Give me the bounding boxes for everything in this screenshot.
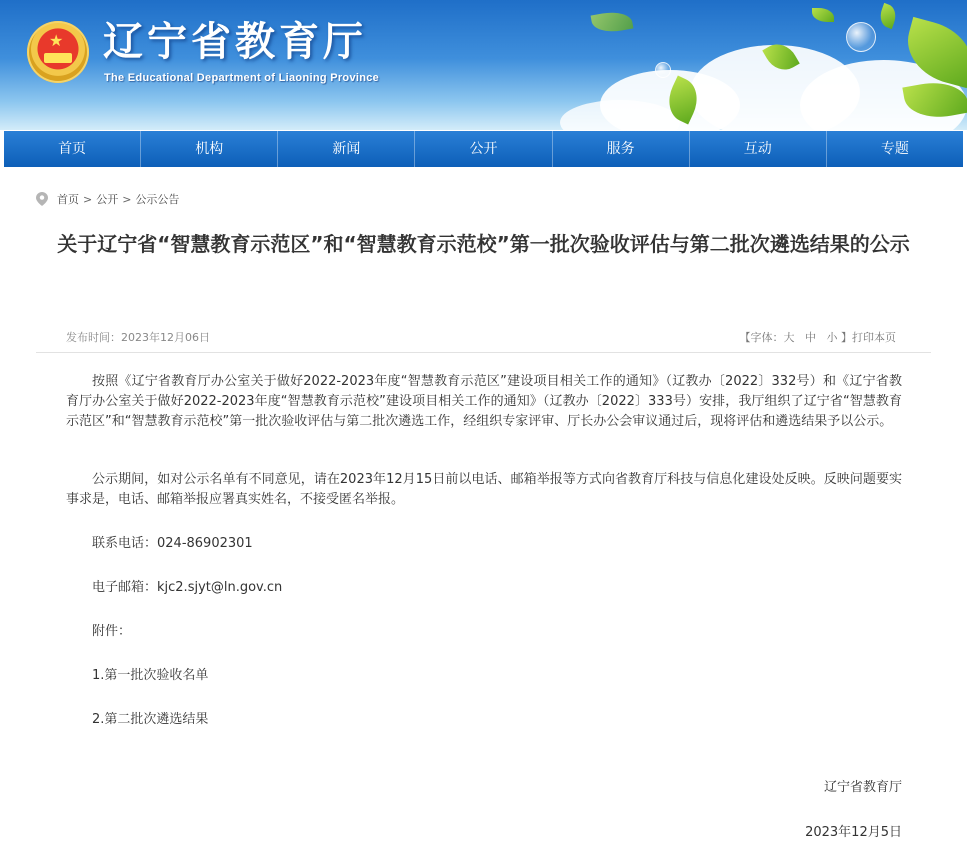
nav-item-service[interactable]: 服务: [553, 131, 690, 167]
national-emblem-logo: [27, 21, 89, 83]
font-small-button[interactable]: 小: [826, 331, 838, 344]
article-paragraph: 公示期间，如对公示名单有不同意见，请在2023年12月15日前以电话、邮箱举报等方式向省教育厅科技与信息化建设处反映。反映问题要实事求是，电话、邮箱举报应署真实姓名，不接受匿名举报。: [66, 472, 902, 507]
nav-item-organization[interactable]: 机构: [141, 131, 278, 167]
tiananmen-icon: [44, 53, 72, 63]
breadcrumb-home[interactable]: 首页: [57, 193, 79, 206]
font-size-label: 【字体：: [739, 331, 784, 344]
article-body: [66, 372, 902, 840]
article-paragraph: 按照《辽宁省教育厅办公室关于做好2022-2023年度“智慧教育示范区”建设项目相关工作的通知》（辽教办〔2022〕332号）和《辽宁省教育厅办公室关于做好2022-2023年度“智慧教育示范校”建设项目相关工作的通知》（辽教办〔2022〕333号）安排，我厅组织了辽宁省“智慧教育示范区”和“智慧教育示范校”第一批次验收评估与第二批次遴选工作，经组织专家评审、厅长办公会审议通过后，现将评估和遴选结果予以公示。: [66, 374, 902, 429]
font-large-button[interactable]: 大: [783, 331, 795, 344]
breadcrumb: [36, 191, 179, 207]
contact-email: 电子邮箱：kjc2.sjyt@ln.gov.cn: [92, 580, 283, 595]
article-tools: [740, 329, 897, 345]
breadcrumb-announcements[interactable]: 公示公告: [135, 193, 180, 206]
site-subtitle: The Educational Department of Liaoning Province: [104, 72, 380, 84]
site-title: 辽宁省教育厅: [103, 18, 367, 65]
sign-date: 2023年12月5日: [805, 825, 902, 840]
nav-item-news[interactable]: 新闻: [278, 131, 415, 167]
star-icon: ★: [49, 31, 64, 50]
breadcrumb-separator: >: [83, 192, 93, 206]
main-nav: [4, 131, 963, 167]
attachment-link-2[interactable]: 2.第二批次遴选结果: [92, 712, 209, 727]
article-meta: [66, 329, 896, 345]
article-title: 关于辽宁省“智慧教育示范区”和“智慧教育示范校”第一批次验收评估与第二批次遴选结果的公示: [57, 232, 910, 256]
attachments-label: 附件：: [92, 624, 132, 639]
nav-item-home[interactable]: 首页: [4, 131, 141, 167]
nav-item-interaction[interactable]: 互动: [690, 131, 827, 167]
bubble-decoration: [655, 62, 671, 78]
nav-item-topics[interactable]: 专题: [880, 141, 909, 157]
location-pin-icon: [36, 192, 48, 206]
divider: [36, 352, 931, 353]
breadcrumb-separator: >: [122, 192, 132, 206]
font-size-bracket: 】: [841, 331, 852, 344]
breadcrumb-public[interactable]: 公开: [96, 193, 119, 206]
bubble-decoration: [846, 22, 876, 52]
leaf-decoration: [877, 3, 900, 29]
font-medium-button[interactable]: 中: [805, 331, 816, 344]
print-button[interactable]: 打印本页: [852, 331, 896, 344]
signature: 辽宁省教育厅: [823, 780, 902, 795]
publish-date: 发布时间：2023年12月06日: [66, 331, 210, 344]
leaf-decoration: [591, 9, 634, 36]
leaf-decoration: [812, 8, 834, 22]
attachment-link-1[interactable]: 1.第一批次验收名单: [92, 668, 209, 683]
nav-item-public[interactable]: 公开: [415, 131, 552, 167]
contact-phone: 联系电话：024-86902301: [92, 536, 253, 551]
site-banner: [0, 0, 967, 130]
